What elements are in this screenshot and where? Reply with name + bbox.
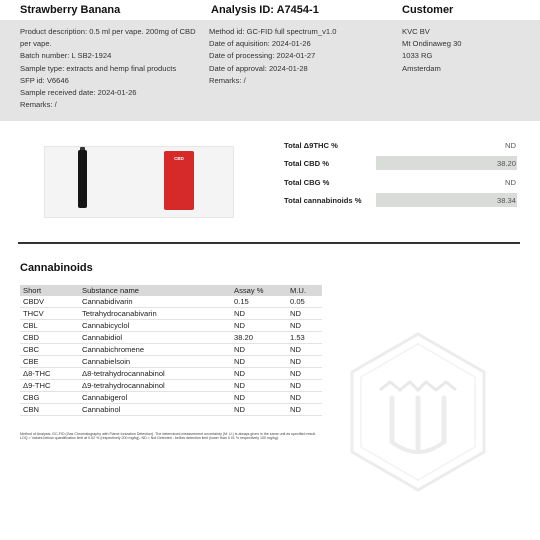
cell-short: CBC: [20, 344, 79, 356]
customer-name: KVC BV: [402, 27, 430, 36]
cell-substance: Cannabidiol: [79, 332, 231, 344]
header-substance: Substance name: [79, 285, 231, 296]
table-header-row: [20, 285, 322, 296]
cell-assay: ND: [231, 368, 287, 380]
sample-details: [20, 26, 196, 111]
method-id: Method id: GC-FID full spectrum_v1.0: [209, 27, 337, 36]
analysis-id: Analysis ID: A7454-1: [211, 4, 319, 16]
method-footnote: Method of Analysis: GC-FID (Gas Chromatography with Flame Ionization Detection). The determined measurement uncertainty (M. U.) is always given in the same unit as specified result. LOQ = Values bellow quantification limit at 0.02 % (respectively 200 mg/kg). ND = Not Detected - bellow detection limit (lower than 0.01 % respectively 100 mg/kg).: [20, 432, 317, 441]
product-photo: [44, 146, 234, 218]
cell-mu: ND: [287, 344, 322, 356]
cannabinoids-table: [20, 285, 322, 416]
cell-short: CBN: [20, 404, 79, 416]
header-assay: Assay %: [231, 285, 287, 296]
customer-postcode: 1033 RG: [402, 51, 433, 61]
date-of-processing: Date of processing: 2024-01-27: [209, 51, 316, 61]
cell-mu: ND: [287, 308, 322, 320]
cell-substance: Cannabicyclol: [79, 320, 231, 332]
summary-label-thc: Total Δ9THC %: [284, 141, 338, 150]
batch-number: Batch number: L SB2-1924: [20, 51, 112, 61]
cell-mu: 1.53: [287, 332, 322, 344]
table-row: [20, 308, 322, 320]
section-divider: [18, 242, 520, 244]
date-of-aquisition: Date of aquisition: 2024-01-26: [209, 39, 311, 49]
cell-short: THCV: [20, 308, 79, 320]
cell-substance: Cannabielsoin: [79, 356, 231, 368]
cell-short: CBG: [20, 392, 79, 404]
cell-substance: Δ8-tetrahydrocannabinol: [79, 368, 231, 380]
header-short: Short: [20, 285, 79, 296]
summary-bar-cbd: [376, 156, 517, 170]
customer-title: Customer: [402, 4, 454, 16]
table-row: [20, 332, 322, 344]
table-row: [20, 392, 322, 404]
cell-substance: Cannabinol: [79, 404, 231, 416]
cell-mu: ND: [287, 368, 322, 380]
cell-short: CBD: [20, 332, 79, 344]
cell-mu: ND: [287, 380, 322, 392]
method-remarks: Remarks: /: [209, 75, 246, 85]
cell-assay: ND: [231, 380, 287, 392]
cell-substance: Cannabidivarin: [79, 296, 231, 308]
pouch-label: CBD: [174, 156, 184, 161]
product-name: Strawberry Banana: [20, 4, 121, 16]
cell-substance: Cannabichromene: [79, 344, 231, 356]
cell-assay: 38.20: [231, 332, 287, 344]
cell-mu: ND: [287, 392, 322, 404]
sample-info-panel: [0, 20, 540, 121]
cell-short: CBE: [20, 356, 79, 368]
cell-substance: Δ9-tetrahydrocannabinol: [79, 380, 231, 392]
sample-remarks: Remarks: /: [20, 100, 57, 110]
cell-assay: ND: [231, 392, 287, 404]
vape-pen-icon: [78, 150, 87, 208]
table-row: [20, 380, 322, 392]
cell-short: Δ9-THC: [20, 380, 79, 392]
table-row: [20, 320, 322, 332]
table-row: [20, 296, 322, 308]
cell-mu: ND: [287, 356, 322, 368]
summary-value-total: 38.34: [496, 196, 516, 205]
cannabinoids-title: Cannabinoids: [20, 262, 93, 274]
customer-street: Mt Ondinaweg 30: [402, 39, 462, 49]
customer-city: Amsterdam: [402, 63, 441, 73]
cell-mu: 0.05: [287, 296, 322, 308]
product-description-cont: per vape.: [20, 39, 52, 49]
cell-assay: ND: [231, 344, 287, 356]
summary-value-thc: ND: [505, 141, 516, 150]
cell-assay: ND: [231, 356, 287, 368]
cell-substance: Cannabigerol: [79, 392, 231, 404]
table-row: [20, 356, 322, 368]
summary-bar-total: [376, 193, 517, 207]
cell-mu: ND: [287, 404, 322, 416]
method-details: [209, 26, 336, 87]
cell-mu: ND: [287, 320, 322, 332]
cell-assay: 0.15: [231, 296, 287, 308]
sample-received-date: Sample received date: 2024-01-26: [20, 88, 137, 98]
cell-assay: ND: [231, 320, 287, 332]
customer-details: [402, 26, 462, 75]
table-row: [20, 404, 322, 416]
product-description: Product description: 0.5 ml per vape. 200mg of CBD: [20, 27, 196, 36]
table-row: [20, 368, 322, 380]
summary-value-cbg: ND: [505, 178, 516, 187]
cell-short: CBL: [20, 320, 79, 332]
header-mu: M.U.: [287, 285, 322, 296]
cell-short: Δ8-THC: [20, 368, 79, 380]
cell-short: CBDV: [20, 296, 79, 308]
summary-label-total: Total cannabinoids %: [284, 196, 362, 205]
cell-assay: ND: [231, 404, 287, 416]
hexagon-logo-icon: [346, 330, 490, 494]
sample-type: Sample type: extracts and hemp final products: [20, 63, 177, 73]
table-row: [20, 344, 322, 356]
cell-assay: ND: [231, 308, 287, 320]
date-of-approval: Date of approval: 2024-01-28: [209, 63, 308, 73]
sfp-id: SFP id: V6646: [20, 75, 69, 85]
summary-value-cbd: 38.20: [496, 159, 516, 168]
cell-substance: Tetrahydrocanabivarin: [79, 308, 231, 320]
summary-label-cbd: Total CBD %: [284, 159, 329, 168]
summary-label-cbg: Total CBG %: [284, 178, 330, 187]
